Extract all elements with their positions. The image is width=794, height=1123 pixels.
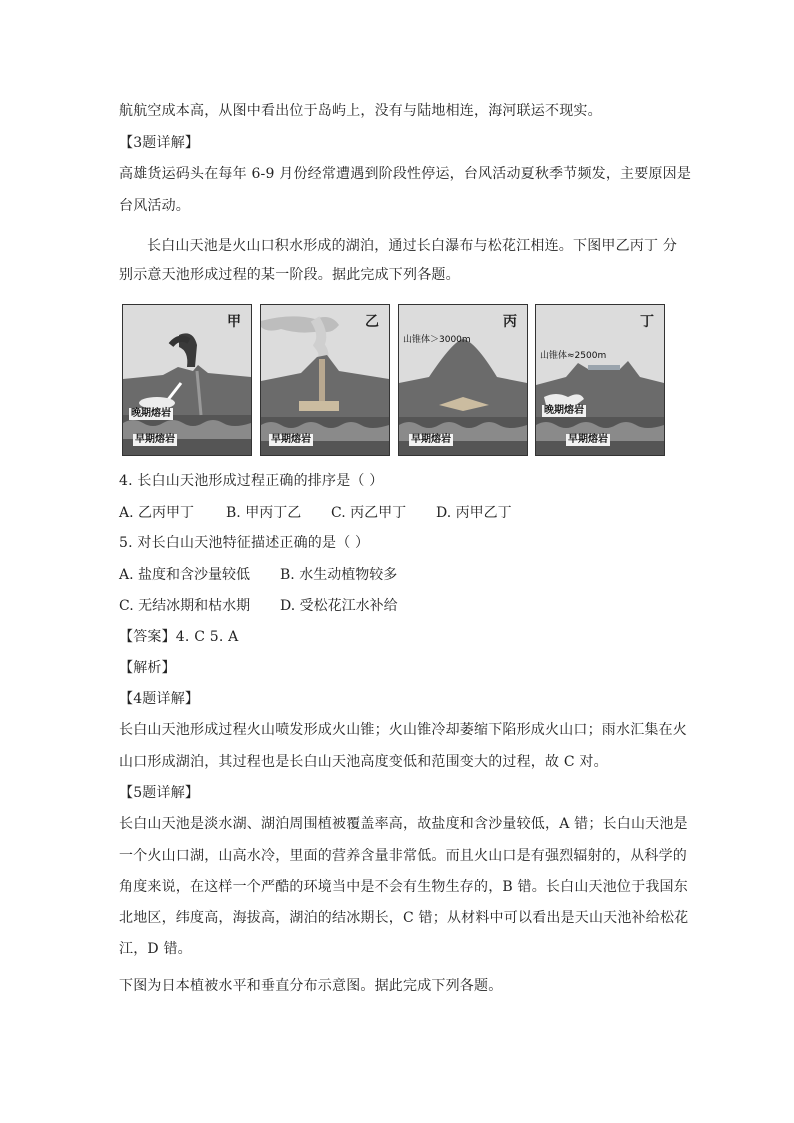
- q4-option-b: B. 甲丙丁乙: [226, 505, 302, 521]
- question-5: 5. 对长白山天池特征描述正确的是（ ）: [119, 535, 370, 551]
- panel-jia: [122, 304, 252, 456]
- early-lava-label-yi: 早期熔岩: [271, 434, 311, 445]
- q5-option-c: C. 无结冰期和枯水期: [119, 598, 251, 614]
- q4-detail-line-2: 山口形成湖泊，其过程也是长白山天池高度变低和范围变大的过程，故 C 对。: [119, 754, 608, 770]
- stem-line-2: 别示意天池形成过程的某一阶段。据此完成下列各题。: [119, 267, 460, 283]
- cone-height-ding: 山锥体≈2500m: [540, 351, 607, 361]
- analysis-heading: 【解析】: [119, 660, 176, 676]
- q5-option-a: A. 盐度和含沙量较低: [119, 567, 251, 583]
- panel-label-bing: 丙: [503, 314, 517, 330]
- q4-option-d: D. 丙甲乙丁: [436, 505, 512, 521]
- late-lava-label-jia: 晚期熔岩: [131, 408, 171, 419]
- text-line-1: 航航空成本高，从图中看出位于岛屿上，没有与陆地相连，海河联运不现实。: [119, 103, 602, 119]
- panel-label-yi: 乙: [365, 314, 379, 330]
- q5-detail-heading: 【5题详解】: [119, 785, 200, 801]
- q5-detail-line-3: 角度来说，在这样一个严酷的环境当中是不会有生物生存的，B 错。长白山天池位于我国东: [119, 879, 688, 895]
- panel-label-jia: 甲: [227, 314, 241, 330]
- text-line-q3-1: 高雄货运码头在每年 6-9 月份经常遭遇到阶段性停运，台风活动夏秋季节频发，主要原因是: [119, 166, 692, 182]
- next-stem-line: 下图为日本植被水平和垂直分布示意图。据此完成下列各题。: [119, 978, 503, 994]
- text-line-q3-2: 台风活动。: [119, 198, 190, 214]
- q4-option-c: C. 丙乙甲丁: [331, 505, 407, 521]
- panel-bing: [398, 304, 528, 456]
- q5-detail-line-5: 江，D 错。: [119, 941, 192, 957]
- early-lava-label-bing: 早期熔岩: [411, 434, 451, 445]
- early-lava-label-ding: 早期熔岩: [568, 434, 608, 445]
- q5-option-d: D. 受松花江水补给: [280, 598, 398, 614]
- q5-detail-line-4: 北地区，纬度高，海拔高，湖泊的结冰期长，C 错；从材料中可以看出是天山天池补给松花: [119, 910, 689, 926]
- q5-detail-line-1: 长白山天池是淡水湖、湖泊周围植被覆盖率高，故盐度和含沙量较低，A 错；长白山天池是: [119, 816, 688, 832]
- q5-detail-line-2: 一个火山口湖，山高水冷，里面的营养含量非常低。而且火山口是有强烈辐射的，从科学的: [119, 848, 687, 864]
- cone-height-bing: 山锥体＞3000m: [403, 335, 471, 345]
- tianchi-formation-figure: [119, 304, 665, 460]
- stem-line-1: 长白山天池是火山口积水形成的湖泊，通过长白瀑布与松花江相连。下图甲乙丙丁 分: [147, 238, 678, 254]
- answer-line: 【答案】4. C 5. A: [119, 629, 239, 645]
- early-lava-label-jia: 早期熔岩: [135, 434, 175, 445]
- q5-option-b: B. 水生动植物较多: [280, 567, 398, 583]
- section-heading-q3: 【3题详解】: [119, 135, 200, 151]
- q4-detail-line-1: 长白山天池形成过程火山喷发形成火山锥；火山锥冷却萎缩下陷形成火山口；雨水汇集在火: [119, 722, 687, 738]
- panel-label-ding: 丁: [640, 314, 654, 330]
- late-lava-label-ding: 晚期熔岩: [544, 405, 584, 416]
- q4-option-a: A. 乙丙甲丁: [119, 505, 195, 521]
- q4-detail-heading: 【4题详解】: [119, 691, 200, 707]
- question-4: 4. 长白山天池形成过程正确的排序是（ ）: [119, 473, 384, 489]
- panel-ding: [535, 304, 665, 456]
- panel-yi: [260, 304, 390, 456]
